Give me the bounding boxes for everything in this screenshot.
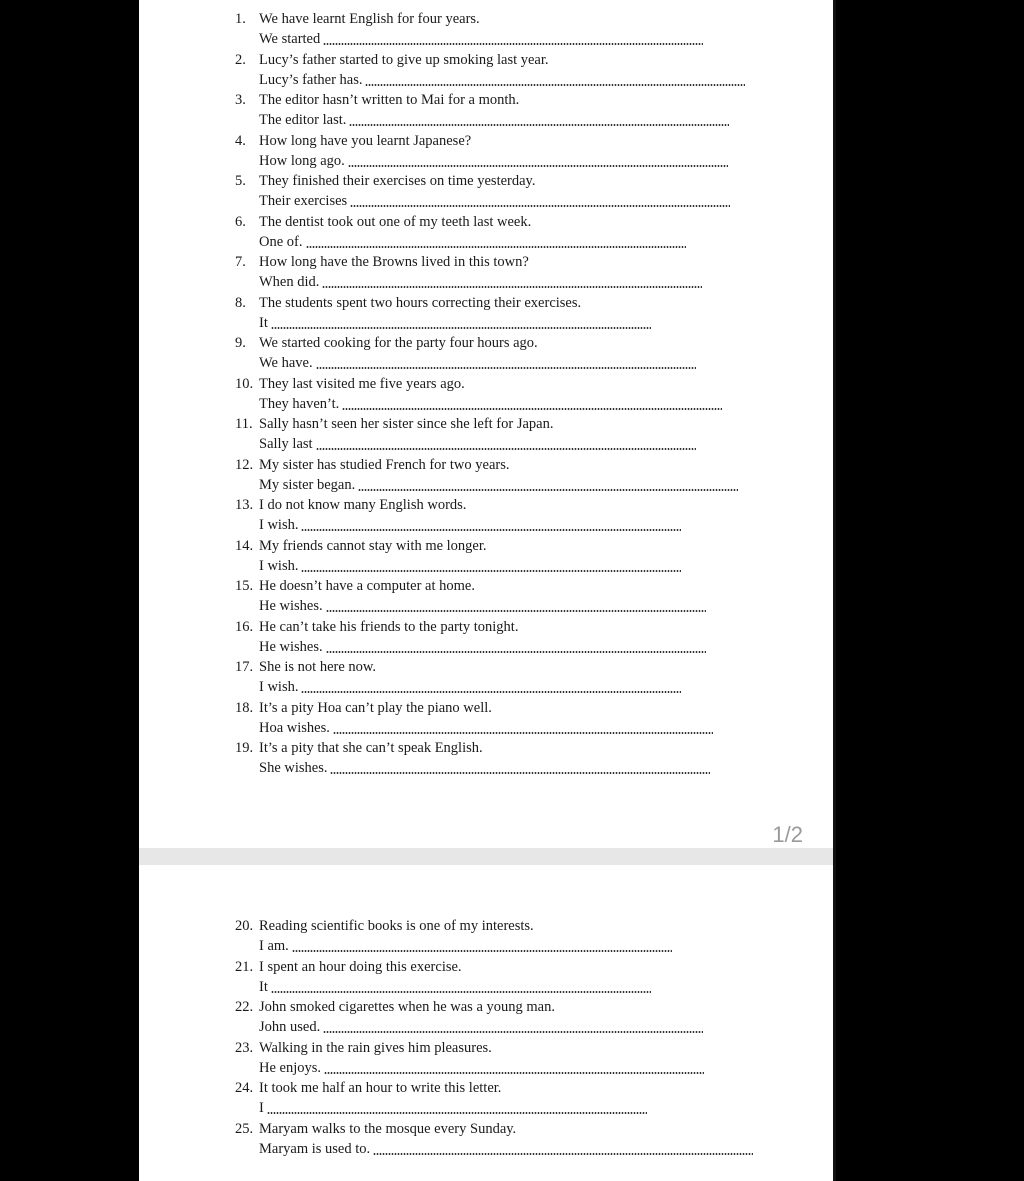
answer-dotted-line <box>292 950 672 952</box>
question-sentence: They finished their exercises on time yesterday. <box>259 173 536 189</box>
question-number: 14. <box>235 537 254 554</box>
question-item <box>235 917 795 958</box>
question-item <box>235 1079 795 1120</box>
rewrite-prompt: It <box>259 978 268 995</box>
question-number: 4. <box>235 132 246 149</box>
question-rewrite-line <box>259 395 722 413</box>
question-original-line <box>235 998 555 1016</box>
answer-dotted-line <box>271 991 651 993</box>
question-original-line <box>235 658 376 676</box>
rewrite-prompt: I am. <box>259 938 289 954</box>
question-rewrite-line <box>259 978 651 996</box>
question-rewrite-line <box>259 476 738 494</box>
rewrite-prompt: Their exercises <box>259 193 348 209</box>
question-item <box>235 496 795 537</box>
rewrite-prompt: John used. <box>259 1019 321 1035</box>
question-rewrite-line <box>259 719 713 737</box>
question-number: 7. <box>235 254 246 270</box>
question-original-line <box>235 132 471 150</box>
rewrite-prompt: They haven’t. <box>259 395 340 412</box>
question-number: 10. <box>235 375 254 392</box>
question-sentence: They last visited me five years ago. <box>259 375 465 392</box>
question-sentence: Sally hasn’t seen her sister since she left for Japan. <box>259 416 554 432</box>
question-rewrite-line <box>259 314 651 332</box>
question-rewrite-line <box>259 192 730 210</box>
question-original-line <box>235 496 466 514</box>
question-original-line <box>235 415 553 433</box>
question-sentence: Maryam walks to the mosque every Sunday. <box>259 1120 517 1137</box>
question-item <box>235 375 795 416</box>
document-page-1 <box>139 0 835 848</box>
question-sentence: The editor hasn’t written to Mai for a month. <box>259 92 520 108</box>
question-sentence: It took me half an hour to write this letter. <box>259 1080 502 1096</box>
answer-dotted-line <box>358 489 738 491</box>
answer-dotted-line <box>322 286 702 288</box>
question-number: 9. <box>235 335 246 351</box>
answer-dotted-line <box>301 691 681 693</box>
question-sentence: He doesn’t have a computer at home. <box>259 578 475 594</box>
question-rewrite-line <box>259 937 672 955</box>
rewrite-prompt: When did. <box>259 274 320 290</box>
question-number: 19. <box>235 740 254 756</box>
question-number: 16. <box>235 618 254 635</box>
question-number: 15. <box>235 578 254 594</box>
answer-dotted-line <box>326 651 706 653</box>
question-item <box>235 1120 795 1161</box>
question-original-line <box>235 577 475 595</box>
page-indicator: 1/2 <box>772 822 803 847</box>
question-item <box>235 1039 795 1080</box>
document-page-2 <box>139 865 835 1181</box>
question-item <box>235 91 795 132</box>
question-sentence: Walking in the rain gives him pleasures. <box>259 1039 492 1056</box>
question-original-line <box>235 91 519 109</box>
answer-dotted-line <box>267 1112 647 1114</box>
answer-dotted-line <box>271 327 651 329</box>
answer-dotted-line <box>306 246 686 248</box>
question-original-line <box>235 253 529 271</box>
question-number: 24. <box>235 1080 254 1096</box>
question-original-line <box>235 917 534 935</box>
answer-dotted-line <box>349 124 729 126</box>
question-item <box>235 739 795 780</box>
rewrite-prompt: We have. <box>259 355 313 371</box>
question-rewrite-line <box>259 71 745 89</box>
page-separator <box>139 848 835 865</box>
question-rewrite-line <box>259 759 710 777</box>
question-sentence: We have learnt English for four years. <box>259 11 480 27</box>
question-sentence: John smoked cigarettes when he was a young man. <box>259 999 555 1015</box>
rewrite-prompt: My sister began. <box>259 476 356 493</box>
question-number: 3. <box>235 92 246 108</box>
rewrite-prompt: He wishes. <box>259 638 323 655</box>
rewrite-prompt: It <box>259 314 268 331</box>
question-original-line <box>235 618 518 636</box>
answer-dotted-line <box>342 408 722 410</box>
question-number: 12. <box>235 456 254 473</box>
question-rewrite-line <box>259 354 696 372</box>
question-rewrite-line <box>259 1140 753 1158</box>
answer-dotted-line <box>301 529 681 531</box>
question-rewrite-line <box>259 435 696 453</box>
question-sentence: It’s a pity Hoa can’t play the piano well. <box>259 699 492 716</box>
question-rewrite-line <box>259 1099 647 1117</box>
question-original-line <box>235 51 549 69</box>
question-number: 18. <box>235 699 254 716</box>
question-sentence: She is not here now. <box>259 659 377 675</box>
question-original-line <box>235 172 535 190</box>
question-rewrite-line <box>259 233 686 251</box>
question-sentence: We started cooking for the party four hours ago. <box>259 335 538 351</box>
question-original-line <box>235 334 538 352</box>
question-sentence: My sister has studied French for two years. <box>259 456 510 473</box>
question-rewrite-line <box>259 152 728 170</box>
question-number: 2. <box>235 51 246 68</box>
question-item <box>235 537 795 578</box>
answer-dotted-line <box>373 1153 753 1155</box>
answer-dotted-line <box>301 570 681 572</box>
question-number: 17. <box>235 659 254 675</box>
question-item <box>235 213 795 254</box>
question-sentence: My friends cannot stay with me longer. <box>259 537 487 554</box>
question-number: 13. <box>235 497 254 513</box>
question-rewrite-line <box>259 597 706 615</box>
question-number: 6. <box>235 213 246 230</box>
question-rewrite-line <box>259 111 729 129</box>
answer-dotted-line <box>316 367 696 369</box>
question-number: 5. <box>235 173 246 189</box>
question-original-line <box>235 1079 501 1097</box>
question-number: 25. <box>235 1120 254 1137</box>
answer-dotted-line <box>324 1072 704 1074</box>
question-item <box>235 51 795 92</box>
question-rewrite-line <box>259 557 681 575</box>
rewrite-prompt: We started <box>259 31 321 47</box>
question-sentence: Reading scientific books is one of my interests. <box>259 918 534 934</box>
question-item <box>235 699 795 740</box>
rewrite-prompt: He enjoys. <box>259 1059 322 1076</box>
question-original-line <box>235 537 487 555</box>
question-item <box>235 958 795 999</box>
question-sentence: How long have the Browns lived in this town? <box>259 254 529 270</box>
question-number: 1. <box>235 11 246 27</box>
question-item <box>235 998 795 1039</box>
answer-dotted-line <box>323 43 703 45</box>
question-number: 21. <box>235 958 254 975</box>
question-rewrite-line <box>259 273 702 291</box>
question-number: 22. <box>235 999 254 1015</box>
question-item <box>235 577 795 618</box>
question-item <box>235 253 795 294</box>
question-item <box>235 10 795 51</box>
question-original-line <box>235 294 581 312</box>
answer-dotted-line <box>323 1031 703 1033</box>
rewrite-prompt: I wish. <box>259 517 299 533</box>
rewrite-prompt: How long ago. <box>259 152 345 169</box>
rewrite-prompt: The editor last. <box>259 112 347 128</box>
rewrite-prompt: One of. <box>259 233 303 250</box>
question-rewrite-line <box>259 1059 704 1077</box>
question-sentence: Lucy’s father started to give up smoking last year. <box>259 51 549 68</box>
question-original-line <box>235 1120 516 1138</box>
rewrite-prompt: I <box>259 1100 264 1116</box>
answer-dotted-line <box>350 205 730 207</box>
rewrite-prompt: I wish. <box>259 557 299 574</box>
question-original-line <box>235 213 531 231</box>
question-sentence: He can’t take his friends to the party tonight. <box>259 618 519 635</box>
question-item <box>235 132 795 173</box>
page-edge-shadow <box>833 0 836 1181</box>
question-original-line <box>235 375 465 393</box>
question-rewrite-line <box>259 1018 703 1036</box>
question-rewrite-line <box>259 638 706 656</box>
question-number: 11. <box>235 416 253 432</box>
question-original-line <box>235 456 509 474</box>
question-item <box>235 294 795 335</box>
question-original-line <box>235 10 480 28</box>
question-sentence: How long have you learnt Japanese? <box>259 132 472 149</box>
question-sentence: The students spent two hours correcting their exercises. <box>259 294 582 311</box>
rewrite-prompt: Hoa wishes. <box>259 719 330 736</box>
answer-dotted-line <box>333 732 713 734</box>
question-number: 8. <box>235 294 246 311</box>
question-item <box>235 658 795 699</box>
question-number: 20. <box>235 918 254 934</box>
rewrite-prompt: Maryam is used to. <box>259 1140 371 1157</box>
rewrite-prompt: I wish. <box>259 679 299 695</box>
question-sentence: The dentist took out one of my teeth last week. <box>259 213 532 230</box>
answer-dotted-line <box>316 448 696 450</box>
question-sentence: It’s a pity that she can’t speak English. <box>259 740 483 756</box>
question-rewrite-line <box>259 516 681 534</box>
question-item <box>235 172 795 213</box>
rewrite-prompt: He wishes. <box>259 598 323 614</box>
answer-dotted-line <box>326 610 706 612</box>
question-number: 23. <box>235 1039 254 1056</box>
question-original-line <box>235 958 462 976</box>
question-rewrite-line <box>259 678 681 696</box>
question-original-line <box>235 699 492 717</box>
answer-dotted-line <box>330 772 710 774</box>
question-rewrite-line <box>259 30 703 48</box>
question-original-line <box>235 1039 492 1057</box>
question-original-line <box>235 739 483 757</box>
rewrite-prompt: Sally last <box>259 436 313 452</box>
question-item <box>235 334 795 375</box>
answer-dotted-line <box>365 84 745 86</box>
question-sentence: I do not know many English words. <box>259 497 467 513</box>
rewrite-prompt: She wishes. <box>259 760 328 776</box>
question-item <box>235 456 795 497</box>
question-item <box>235 415 795 456</box>
question-sentence: I spent an hour doing this exercise. <box>259 958 462 975</box>
question-list-page-1 <box>235 10 795 780</box>
rewrite-prompt: Lucy’s father has. <box>259 71 363 88</box>
answer-dotted-line <box>348 165 728 167</box>
question-list-page-2 <box>235 917 795 1160</box>
question-item <box>235 618 795 659</box>
